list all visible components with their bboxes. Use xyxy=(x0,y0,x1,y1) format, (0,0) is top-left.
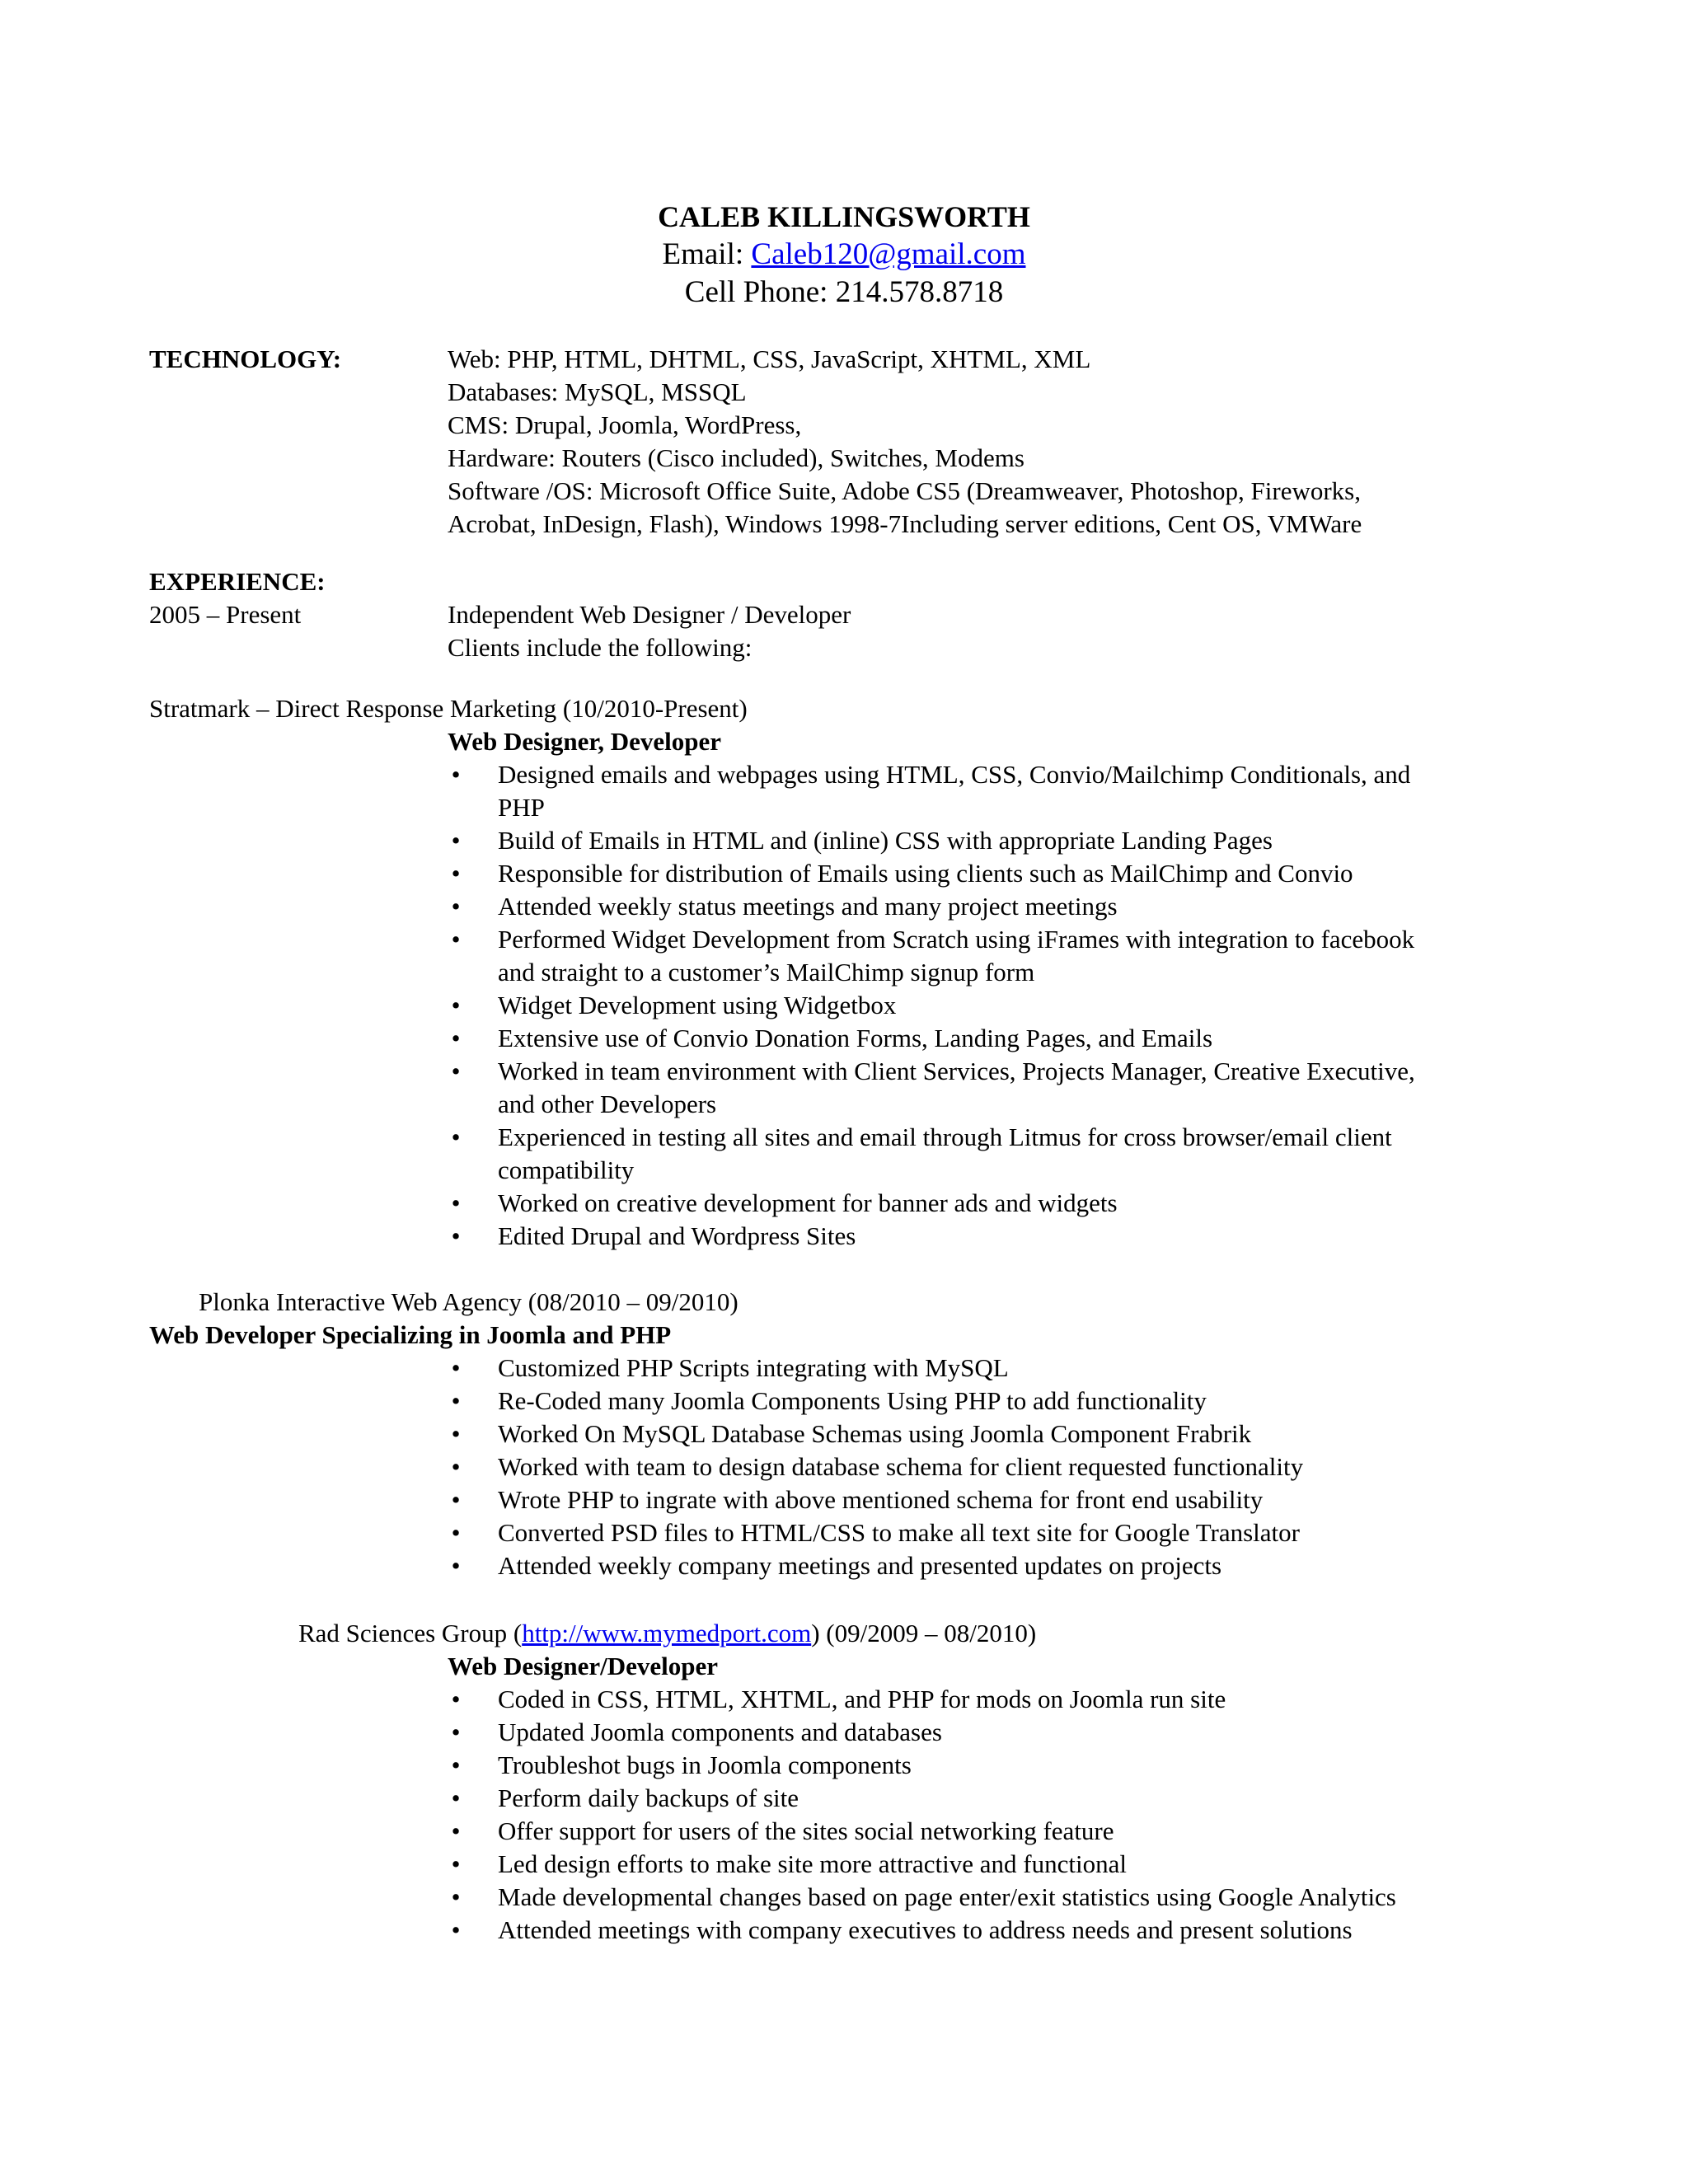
candidate-name: CALEB KILLINGSWORTH xyxy=(658,200,1030,233)
bullet-item xyxy=(448,1749,1494,1782)
bullet-text: Offer support for users of the sites social networking feature xyxy=(498,1816,1114,1845)
bullet-text: Edited Drupal and Wordpress Sites xyxy=(498,1221,856,1250)
bullet-icon: • xyxy=(451,826,461,855)
rad-client-link[interactable]: http://www.mymedport.com xyxy=(522,1619,812,1647)
bullet-item xyxy=(448,1914,1494,1947)
bullet-text: Widget Development using Widgetbox xyxy=(498,991,897,1019)
bullet-item xyxy=(448,1782,1494,1815)
bullet-text: Responsible for distribution of Emails using clients such as MailChimp and Convio xyxy=(498,859,1353,888)
bullet-icon: • xyxy=(451,760,461,789)
bullet-item xyxy=(448,890,1494,923)
bullet-icon: • xyxy=(451,1685,461,1713)
bullet-icon: • xyxy=(451,1750,461,1779)
bullet-item xyxy=(448,1121,1494,1187)
bullet-text: Worked in team environment with Client Services, Projects Manager, Creative Executive, xyxy=(498,1057,1415,1085)
bullet-text: Build of Emails in HTML and (inline) CSS with appropriate Landing Pages xyxy=(498,826,1273,855)
bullet-text: Worked with team to design database schema for client requested functionality xyxy=(498,1452,1304,1481)
technology-line: Web: PHP, HTML, DHTML, CSS, JavaScript, XHTML, XML xyxy=(448,344,1091,373)
bullet-item xyxy=(448,1716,1494,1749)
bullet-icon: • xyxy=(451,892,461,921)
bullet-text: Wrote PHP to ingrate with above mentioned schema for front end usability xyxy=(498,1485,1264,1514)
bullet-text: Experienced in testing all sites and email through Litmus for cross browser/email client xyxy=(498,1122,1392,1151)
rad-role: Web Designer/Developer xyxy=(448,1652,719,1680)
bullet-item xyxy=(448,1451,1494,1483)
bullet-text: and other Developers xyxy=(498,1090,717,1118)
plonka-client: Plonka Interactive Web Agency (08/2010 – 09/2010) xyxy=(199,1287,738,1316)
bullet-icon: • xyxy=(451,1816,461,1845)
plonka-role: Web Developer Specializing in Joomla and PHP xyxy=(149,1320,672,1349)
bullet-item xyxy=(448,857,1494,890)
email-link[interactable]: Caleb120@gmail.com xyxy=(751,237,1026,271)
bullet-text: Led design efforts to make site more attractive and functional xyxy=(498,1849,1127,1878)
bullet-item xyxy=(448,1187,1494,1220)
bullet-icon: • xyxy=(451,1718,461,1746)
bullet-text: Worked On MySQL Database Schemas using Joomla Component Frabrik xyxy=(498,1419,1252,1448)
bullet-icon: • xyxy=(451,1485,461,1514)
technology-line: CMS: Drupal, Joomla, WordPress, xyxy=(448,410,802,439)
bullet-icon: • xyxy=(451,1419,461,1448)
phone-line: Cell Phone: 214.578.8718 xyxy=(684,275,1004,309)
bullet-item xyxy=(448,758,1494,824)
technology-line: Databases: MySQL, MSSQL xyxy=(448,377,747,406)
bullet-text: Updated Joomla components and databases xyxy=(498,1718,942,1746)
bullet-text: compatibility xyxy=(498,1155,635,1184)
bullet-icon: • xyxy=(451,1849,461,1878)
experience-title: Independent Web Designer / Developer xyxy=(448,600,851,629)
bullet-icon: • xyxy=(451,1882,461,1911)
bullet-icon: • xyxy=(451,1353,461,1382)
experience-summary xyxy=(448,598,851,664)
bullet-text: Designed emails and webpages using HTML, CSS, Convio/Mailchimp Conditionals, and xyxy=(498,760,1411,789)
bullet-icon: • xyxy=(451,1221,461,1250)
bullet-item xyxy=(448,1220,1494,1253)
bullet-text: PHP xyxy=(498,793,545,822)
bullet-text: and straight to a customer’s MailChimp signup form xyxy=(498,958,1035,987)
bullet-item xyxy=(448,923,1494,989)
bullet-text: Attended meetings with company executives to address needs and present solutions xyxy=(498,1915,1353,1944)
rad-bullets xyxy=(448,1683,1494,1947)
bullet-item xyxy=(448,1549,1494,1582)
resume-header xyxy=(0,198,1688,312)
bullet-icon: • xyxy=(451,1452,461,1481)
bullet-item xyxy=(448,1848,1494,1881)
experience-heading: EXPERIENCE: xyxy=(149,567,326,596)
technology-heading: TECHNOLOGY: xyxy=(149,344,342,373)
bullet-item xyxy=(448,1815,1494,1848)
stratmark-client: Stratmark – Direct Response Marketing (10/2010-Present) xyxy=(149,694,748,723)
stratmark-bullets xyxy=(448,758,1494,1253)
stratmark-role: Web Designer, Developer xyxy=(448,727,722,756)
bullet-icon: • xyxy=(451,991,461,1019)
email-label: Email: xyxy=(662,237,752,271)
bullet-item xyxy=(448,1055,1494,1121)
bullet-text: Perform daily backups of site xyxy=(498,1783,799,1812)
bullet-icon: • xyxy=(451,1915,461,1944)
bullet-text: Troubleshot bugs in Joomla components xyxy=(498,1750,912,1779)
bullet-item xyxy=(448,1022,1494,1055)
bullet-text: Re-Coded many Joomla Components Using PHP to add functionality xyxy=(498,1386,1207,1415)
technology-line: Acrobat, InDesign, Flash), Windows 1998-7Including server editions, Cent OS, VMWare xyxy=(448,509,1362,538)
bullet-text: Made developmental changes based on page enter/exit statistics using Google Analytics xyxy=(498,1882,1396,1911)
bullet-text: Customized PHP Scripts integrating with MySQL xyxy=(498,1353,1009,1382)
bullet-item xyxy=(448,1881,1494,1914)
technology-line: Software /OS: Microsoft Office Suite, Adobe CS5 (Dreamweaver, Photoshop, Fireworks, xyxy=(448,476,1361,505)
bullet-text: Performed Widget Development from Scratch using iFrames with integration to facebook xyxy=(498,925,1415,954)
bullet-icon: • xyxy=(451,1188,461,1217)
bullet-item xyxy=(448,1418,1494,1451)
technology-line: Hardware: Routers (Cisco included), Switches, Modems xyxy=(448,443,1025,472)
bullet-item xyxy=(448,1352,1494,1385)
bullet-icon: • xyxy=(451,1057,461,1085)
bullet-icon: • xyxy=(451,1122,461,1151)
rad-client xyxy=(298,1617,1036,1650)
bullet-icon: • xyxy=(451,859,461,888)
bullet-item xyxy=(448,1483,1494,1516)
bullet-text: Attended weekly status meetings and many project meetings xyxy=(498,892,1118,921)
bullet-icon: • xyxy=(451,1551,461,1580)
technology-list xyxy=(448,343,1362,541)
bullet-text: Attended weekly company meetings and presented updates on projects xyxy=(498,1551,1222,1580)
bullet-item xyxy=(448,989,1494,1022)
bullet-text: Converted PSD files to HTML/CSS to make all text site for Google Translator xyxy=(498,1518,1300,1547)
bullet-item xyxy=(448,1683,1494,1716)
bullet-item xyxy=(448,824,1494,857)
experience-clients-intro: Clients include the following: xyxy=(448,633,753,662)
bullet-text: Worked on creative development for banner ads and widgets xyxy=(498,1188,1118,1217)
bullet-item xyxy=(448,1516,1494,1549)
bullet-text: Extensive use of Convio Donation Forms, Landing Pages, and Emails xyxy=(498,1024,1213,1052)
experience-period: 2005 – Present xyxy=(149,600,302,629)
bullet-text: Coded in CSS, HTML, XHTML, and PHP for mods on Joomla run site xyxy=(498,1685,1226,1713)
bullet-icon: • xyxy=(451,1783,461,1812)
bullet-icon: • xyxy=(451,1386,461,1415)
plonka-bullets xyxy=(448,1352,1494,1582)
rad-client-suffix: ) (09/2009 – 08/2010) xyxy=(811,1619,1037,1647)
bullet-icon: • xyxy=(451,925,461,954)
bullet-icon: • xyxy=(451,1518,461,1547)
rad-client-prefix: Rad Sciences Group ( xyxy=(298,1619,523,1647)
bullet-item xyxy=(448,1385,1494,1418)
email-line xyxy=(0,236,1688,274)
bullet-icon: • xyxy=(451,1024,461,1052)
